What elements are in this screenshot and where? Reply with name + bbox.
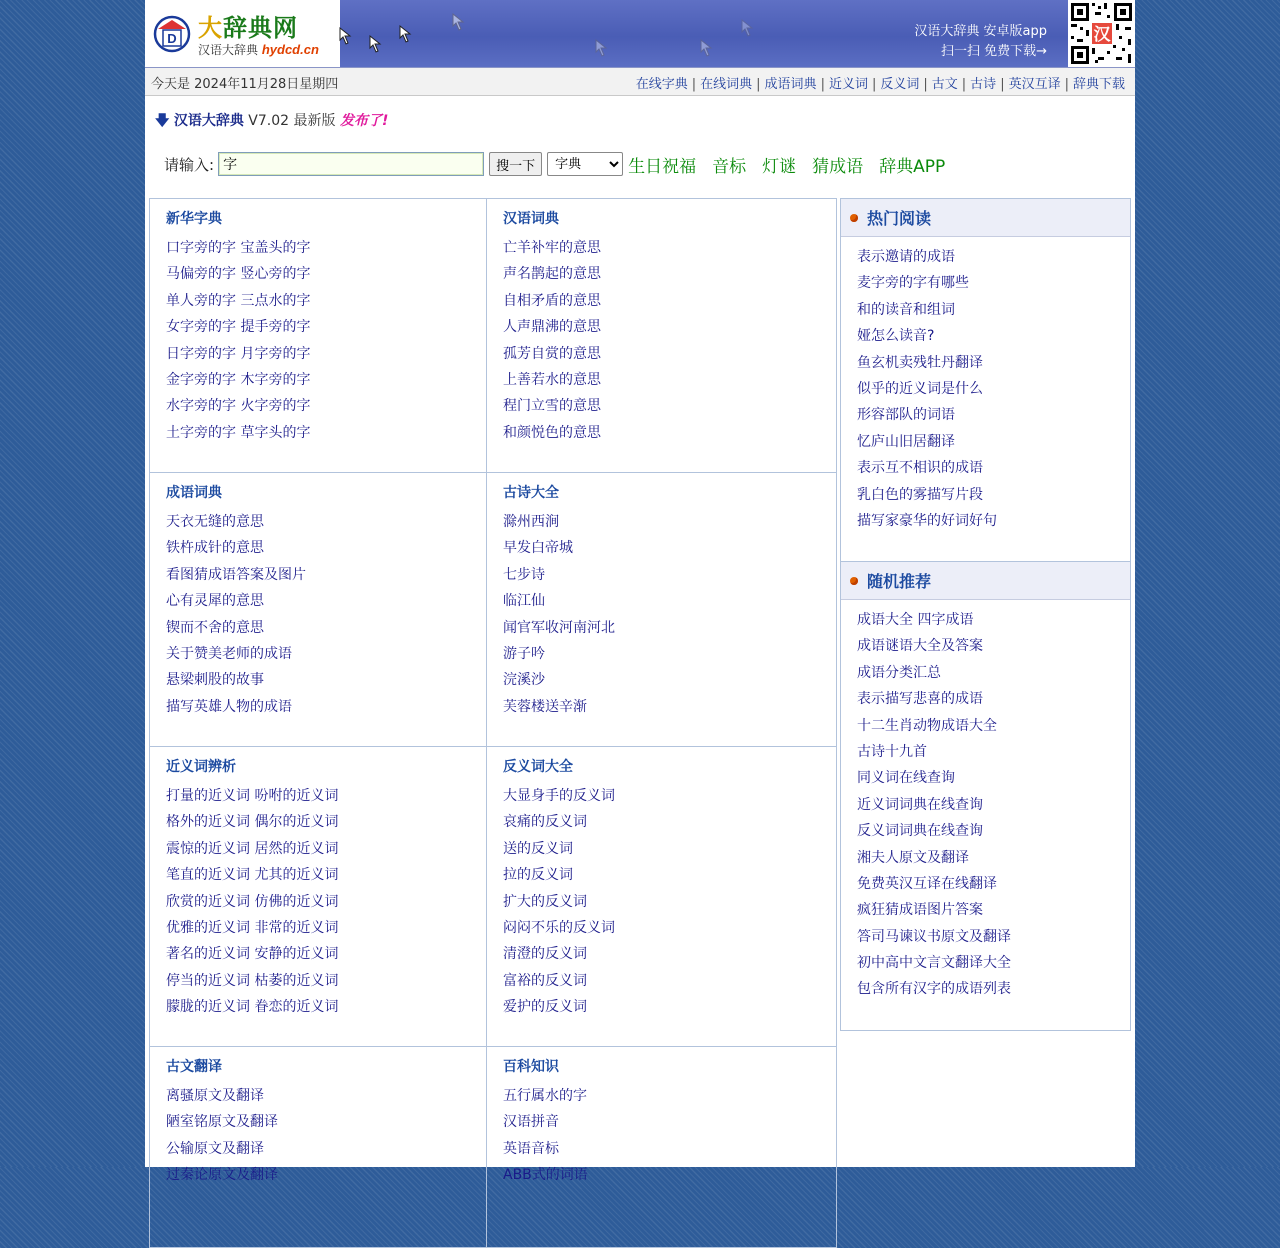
list-item-link[interactable]: 天衣无缝的意思 — [166, 514, 264, 530]
list-item-link[interactable]: 成语谜语大全及答案 — [857, 638, 983, 655]
list-item — [857, 508, 1130, 534]
list-item-link[interactable]: 欣赏的近义词 仿佛的近义词 — [166, 893, 339, 910]
list-item — [166, 562, 486, 588]
list-item — [857, 323, 1130, 349]
list-item — [857, 607, 1130, 633]
list-item-link[interactable]: 口字旁的字 宝盖头的字 — [166, 240, 311, 256]
content-row — [150, 747, 836, 1047]
list-item-link[interactable]: 鱼玄机卖残牡丹翻译 — [857, 354, 983, 371]
list-item-link[interactable]: 看图猜成语答案及图片 — [166, 566, 306, 583]
list-item — [503, 783, 836, 809]
list-item — [503, 261, 836, 287]
list-item-link[interactable]: 大显身手的反义词 — [503, 788, 615, 804]
list-item — [166, 615, 486, 641]
list-item — [503, 994, 836, 1020]
list-item-link[interactable]: 免费英汉互译在线翻译 — [857, 875, 997, 892]
section-title — [503, 1057, 836, 1083]
bullet-icon — [850, 214, 858, 222]
hand-cursor-icon — [450, 12, 466, 32]
svg-text:汉: 汉 — [1093, 25, 1111, 45]
section-gushi — [487, 473, 836, 746]
nav-link-jinyici[interactable]: 近义词 — [828, 77, 868, 92]
section-hanyu — [487, 199, 836, 472]
section-title-link[interactable]: 反义词大全 — [503, 759, 573, 775]
section-title-link[interactable]: 近义词辨析 — [166, 759, 236, 775]
list-item — [166, 968, 486, 994]
release-published: 发布了! — [339, 113, 389, 129]
list-item — [857, 686, 1130, 712]
app-promo-cta: 扫一扫 免费下载→ — [940, 44, 1047, 59]
list-item-link[interactable]: 哀痛的反义词 — [503, 814, 587, 831]
list-item — [503, 1109, 836, 1135]
list-item-link[interactable]: 五行属水的字 — [503, 1088, 587, 1104]
list-item — [857, 924, 1130, 950]
hand-cursor-icon — [698, 38, 714, 58]
list-item — [166, 889, 486, 915]
section-title-link[interactable]: 百科知识 — [503, 1059, 559, 1075]
search-button[interactable]: 搜一下 — [489, 152, 542, 176]
list-item-link[interactable]: 麦字旁的字有哪些 — [857, 275, 969, 292]
list-item — [503, 1083, 836, 1109]
list-item-link[interactable]: 近义词词典在线查询 — [857, 796, 983, 813]
list-item-link[interactable]: 震惊的近义词 居然的近义词 — [166, 840, 339, 857]
search-bar — [164, 150, 945, 178]
panel-header — [841, 199, 1130, 237]
list-item-link[interactable]: 水字旁的字 火字旁的字 — [166, 398, 311, 415]
panel-title: 热门阅读 — [867, 209, 932, 228]
list-item — [857, 845, 1130, 871]
link-list — [166, 1083, 486, 1189]
content-row — [150, 199, 836, 473]
list-item — [166, 314, 486, 340]
search-label: 请输入: — [164, 155, 215, 174]
list-item-link[interactable]: 和颜悦色的意思 — [503, 424, 601, 441]
list-item-link[interactable]: 程门立雪的意思 — [503, 398, 601, 415]
list-item-link[interactable]: 声名鹊起的意思 — [503, 266, 601, 283]
list-item-link[interactable]: 过秦论原文及翻译 — [166, 1167, 278, 1184]
list-item — [503, 420, 836, 446]
quick-link-app[interactable]: 辞典APP — [879, 156, 946, 177]
list-item — [166, 420, 486, 446]
list-item — [166, 783, 486, 809]
link-list — [503, 783, 836, 1021]
list-item — [166, 1136, 486, 1162]
list-item-link[interactable]: 上善若水的意思 — [503, 371, 601, 388]
nav-separator: | — [961, 77, 967, 92]
list-item-link[interactable]: 停当的近义词 枯萎的近义词 — [166, 972, 339, 989]
logo-subtitle: 汉语大辞典 hydcd.cn — [198, 42, 319, 57]
list-item-link[interactable]: ABB式的词语 — [503, 1167, 588, 1184]
list-item — [166, 1162, 486, 1188]
list-item-link[interactable]: 锲而不舍的意思 — [166, 619, 264, 636]
list-item-link[interactable]: 描写英雄人物的成语 — [166, 698, 292, 715]
list-item-link[interactable]: 同义词在线查询 — [857, 770, 955, 787]
list-item — [857, 765, 1130, 791]
release-link[interactable]: 汉语大辞典 — [173, 113, 244, 129]
list-item — [503, 1136, 836, 1162]
list-item-link[interactable]: 成语分类汇总 — [857, 664, 941, 681]
section-title-link[interactable]: 成语词典 — [166, 485, 222, 501]
section-guwen — [150, 1047, 487, 1247]
list-item-link[interactable]: 金字旁的字 木字旁的字 — [166, 371, 311, 388]
list-item — [166, 509, 486, 535]
list-item — [857, 818, 1130, 844]
list-item-link[interactable]: 关于赞美老师的成语 — [166, 645, 292, 662]
list-item-link[interactable]: 似乎的近义词是什么 — [857, 380, 983, 397]
list-item-link[interactable]: 亡羊补牢的意思 — [503, 240, 601, 256]
top-nav — [636, 73, 1125, 92]
nav-link-cidian[interactable]: 在线词典 — [700, 77, 753, 92]
list-item-link[interactable]: 清澄的反义词 — [503, 946, 587, 963]
hand-cursor-icon — [739, 18, 755, 38]
page — [145, 0, 1135, 1184]
list-item — [166, 535, 486, 561]
list-item-link[interactable]: 优雅的近义词 非常的近义词 — [166, 919, 339, 936]
list-item — [503, 235, 836, 261]
list-item — [503, 535, 836, 561]
list-item — [166, 393, 486, 419]
section-xinhua — [150, 199, 487, 472]
list-item — [503, 509, 836, 535]
list-item — [503, 968, 836, 994]
section-title-link[interactable]: 新华字典 — [166, 211, 222, 227]
list-item-link[interactable]: 打量的近义词 吩咐的近义词 — [166, 788, 339, 804]
list-item-link[interactable]: 七步诗 — [503, 566, 545, 583]
logo-title: 大辞典网 — [198, 14, 298, 42]
list-item — [503, 641, 836, 667]
list-item-link[interactable]: 悬梁刺股的故事 — [166, 672, 264, 689]
list-item-link[interactable]: 浣溪沙 — [503, 672, 545, 689]
section-title — [166, 1057, 486, 1083]
list-item-link[interactable]: 朦胧的近义词 眷恋的近义词 — [166, 999, 339, 1016]
list-item — [503, 562, 836, 588]
list-item — [857, 897, 1130, 923]
list-item-link[interactable]: 临江仙 — [503, 593, 545, 610]
hand-cursor-icon — [397, 24, 413, 44]
section-title — [503, 483, 836, 509]
list-item-link[interactable]: 湘夫人原文及翻译 — [857, 849, 969, 866]
app-download-promo[interactable] — [914, 22, 1047, 62]
list-item-link[interactable]: 芙蓉楼送辛渐 — [503, 698, 587, 715]
quick-link-phonetic[interactable]: 音标 — [712, 156, 747, 177]
section-jinyi — [150, 747, 487, 1046]
link-list — [503, 1083, 836, 1189]
list-item — [503, 667, 836, 693]
list-item — [503, 341, 836, 367]
date-nav-bar — [145, 67, 1135, 96]
list-item-link[interactable]: 马偏旁的字 竖心旁的字 — [166, 266, 311, 283]
list-item — [166, 341, 486, 367]
list-item-link[interactable]: 答司马谏议书原文及翻译 — [857, 928, 1011, 945]
list-item-link[interactable]: 早发白帝城 — [503, 540, 573, 557]
list-item-link[interactable]: 反义词词典在线查询 — [857, 823, 983, 840]
section-title — [503, 757, 836, 783]
list-item-link[interactable]: 格外的近义词 偶尔的近义词 — [166, 814, 339, 831]
list-item-link[interactable]: 扩大的反义词 — [503, 893, 587, 910]
list-item — [166, 261, 486, 287]
quick-link-birthday[interactable]: 生日祝福 — [628, 156, 697, 177]
hand-cursor-icon — [337, 26, 353, 46]
svg-text:D: D — [167, 31, 177, 46]
nav-link-download[interactable]: 辞典下载 — [1072, 77, 1125, 92]
list-item — [857, 976, 1130, 1002]
list-item — [166, 367, 486, 393]
list-item-link[interactable]: 英语音标 — [503, 1140, 559, 1157]
list-item-link[interactable]: 人声鼎沸的意思 — [503, 319, 601, 336]
list-item — [503, 889, 836, 915]
list-item — [166, 641, 486, 667]
section-title — [166, 757, 486, 783]
list-item — [857, 482, 1130, 508]
list-item — [857, 792, 1130, 818]
nav-separator: | — [1064, 77, 1069, 92]
list-item — [503, 836, 836, 862]
nav-link-translate[interactable]: 英汉互译 — [1008, 77, 1061, 92]
release-version: V7.02 最新版 — [243, 113, 340, 129]
list-item-link[interactable]: 笔直的近义词 尤其的近义词 — [166, 867, 339, 884]
section-chengyu — [150, 473, 487, 746]
section-title — [503, 209, 836, 235]
sidebar — [840, 198, 1131, 1031]
list-item-link[interactable]: 公输原文及翻译 — [166, 1140, 264, 1157]
list-item — [166, 667, 486, 693]
list-item — [166, 809, 486, 835]
list-item-link[interactable]: 成语大全 四字成语 — [857, 612, 974, 628]
list-item-link[interactable]: 孤芳自赏的意思 — [503, 345, 601, 362]
list-item-link[interactable]: 游子吟 — [503, 645, 545, 662]
list-item-link[interactable]: 拉的反义词 — [503, 867, 573, 884]
list-item-link[interactable]: 表示邀请的成语 — [857, 249, 955, 265]
list-item — [503, 367, 836, 393]
list-item-link[interactable]: 忆庐山旧居翻译 — [857, 433, 955, 450]
list-item — [503, 615, 836, 641]
list-item — [857, 244, 1130, 270]
list-item-link[interactable]: 离骚原文及翻译 — [166, 1088, 264, 1104]
qr-code-icon[interactable] — [1068, 0, 1135, 67]
content-grid — [149, 198, 837, 1248]
list-item-link[interactable]: 滁州西涧 — [503, 514, 559, 530]
list-item-link[interactable]: 描写家豪华的好词好句 — [857, 512, 997, 529]
book-logo-icon — [153, 15, 191, 53]
list-item — [857, 633, 1130, 659]
list-item — [857, 350, 1130, 376]
list-item — [166, 1083, 486, 1109]
section-title-link[interactable]: 汉语词典 — [503, 211, 559, 227]
list-item — [166, 1109, 486, 1135]
nav-link-fanyici[interactable]: 反义词 — [880, 77, 920, 92]
list-item-link[interactable]: 女字旁的字 提手旁的字 — [166, 319, 311, 336]
list-item-link[interactable]: 娅怎么读音? — [857, 328, 935, 345]
nav-link-guwen[interactable]: 古文 — [931, 77, 958, 92]
download-arrow-icon: 🡇 — [155, 113, 170, 129]
section-title — [166, 483, 486, 509]
current-date: 今天是 2024年11月28日星期四 — [151, 77, 339, 92]
list-item-link[interactable]: 土字旁的字 草字头的字 — [166, 424, 311, 441]
link-list — [841, 237, 1130, 534]
list-item-link[interactable]: 疯狂猜成语图片答案 — [857, 902, 983, 919]
list-item — [857, 871, 1130, 897]
list-item — [503, 393, 836, 419]
list-item — [503, 809, 836, 835]
app-promo-title: 汉语大辞典 安卓版app — [914, 24, 1047, 39]
list-item-link[interactable]: 表示描写悲喜的成语 — [857, 691, 983, 708]
list-item-link[interactable]: 心有灵犀的意思 — [166, 593, 264, 610]
list-item — [503, 941, 836, 967]
list-item-link[interactable]: 初中高中文言文翻译大全 — [857, 955, 1011, 972]
list-item — [166, 288, 486, 314]
bullet-icon — [850, 577, 858, 585]
link-list — [503, 235, 836, 446]
link-list — [166, 235, 486, 446]
panel-title: 随机推荐 — [867, 572, 932, 591]
search-type-select[interactable] — [547, 152, 623, 176]
list-item — [503, 862, 836, 888]
nav-separator: | — [756, 77, 761, 92]
list-item — [857, 713, 1130, 739]
quick-link-guess-idiom[interactable]: 猜成语 — [812, 156, 864, 177]
list-item — [166, 694, 486, 720]
list-item — [857, 660, 1130, 686]
link-list — [166, 783, 486, 1021]
random-recommend-panel — [840, 562, 1131, 1031]
section-title-link[interactable]: 古诗大全 — [503, 485, 559, 501]
hand-cursor-icon — [367, 34, 383, 54]
list-item — [857, 402, 1130, 428]
nav-link-zidian[interactable]: 在线字典 — [635, 77, 688, 92]
list-item — [166, 941, 486, 967]
list-item — [857, 429, 1130, 455]
panel-header — [841, 562, 1130, 600]
section-title — [166, 209, 486, 235]
content-row — [150, 1047, 836, 1248]
list-item-link[interactable]: 表示互不相识的成语 — [857, 460, 983, 477]
release-notice — [155, 110, 388, 134]
list-item-link[interactable]: 著名的近义词 安静的近义词 — [166, 946, 339, 963]
site-header — [145, 0, 1135, 67]
list-item-link[interactable]: 日字旁的字 月字旁的字 — [166, 345, 311, 362]
list-item — [857, 455, 1130, 481]
list-item — [503, 1162, 836, 1188]
logo-domain: hydcd.cn — [261, 42, 319, 57]
list-item — [857, 270, 1130, 296]
list-item — [503, 588, 836, 614]
content-row — [150, 473, 836, 747]
section-title-link[interactable]: 古文翻译 — [166, 1059, 222, 1075]
quick-link-riddle[interactable]: 灯谜 — [762, 156, 797, 177]
list-item — [503, 288, 836, 314]
list-item-link[interactable]: 爱护的反义词 — [503, 999, 587, 1016]
nav-link-chengyu[interactable]: 成语词典 — [764, 77, 817, 92]
nav-separator: | — [923, 77, 928, 92]
list-item-link[interactable]: 形容部队的词语 — [857, 407, 955, 424]
list-item-link[interactable]: 陋室铭原文及翻译 — [166, 1114, 278, 1131]
list-item — [857, 297, 1130, 323]
list-item — [166, 915, 486, 941]
nav-separator: | — [820, 77, 825, 92]
list-item — [503, 694, 836, 720]
list-item — [857, 376, 1130, 402]
list-item-link[interactable]: 和的读音和组词 — [857, 301, 955, 318]
nav-separator: | — [1000, 77, 1005, 92]
list-item — [857, 950, 1130, 976]
hand-cursor-icon — [593, 38, 609, 58]
list-item — [503, 915, 836, 941]
link-list — [841, 600, 1130, 1003]
list-item-link[interactable]: 十二生肖动物成语大全 — [857, 717, 997, 734]
list-item — [166, 862, 486, 888]
nav-separator: | — [691, 77, 697, 92]
list-item-link[interactable]: 富裕的反义词 — [503, 972, 587, 989]
nav-separator: | — [871, 77, 877, 92]
list-item-link[interactable]: 自相矛盾的意思 — [503, 292, 601, 309]
list-item — [166, 588, 486, 614]
link-list — [166, 509, 486, 720]
list-item — [503, 314, 836, 340]
site-logo[interactable] — [145, 0, 340, 67]
list-item-link[interactable]: 单人旁的字 三点水的字 — [166, 292, 311, 309]
list-item-link[interactable]: 汉语拼音 — [503, 1114, 559, 1131]
search-input[interactable] — [218, 152, 484, 176]
list-item-link[interactable]: 铁杵成针的意思 — [166, 540, 264, 557]
list-item-link[interactable]: 送的反义词 — [503, 840, 573, 857]
list-item-link[interactable]: 闷闷不乐的反义词 — [503, 919, 615, 936]
list-item-link[interactable]: 包含所有汉字的成语列表 — [857, 981, 1011, 998]
section-fanyi — [487, 747, 836, 1046]
list-item-link[interactable]: 乳白色的雾描写片段 — [857, 486, 983, 503]
list-item — [166, 994, 486, 1020]
section-baike — [487, 1047, 836, 1247]
list-item — [166, 235, 486, 261]
list-item-link[interactable]: 古诗十九首 — [857, 743, 927, 760]
hot-reading-panel — [840, 198, 1131, 562]
list-item — [166, 836, 486, 862]
link-list — [503, 509, 836, 720]
list-item — [857, 739, 1130, 765]
nav-link-gushi[interactable]: 古诗 — [970, 77, 997, 92]
list-item-link[interactable]: 闻官军收河南河北 — [503, 619, 615, 636]
